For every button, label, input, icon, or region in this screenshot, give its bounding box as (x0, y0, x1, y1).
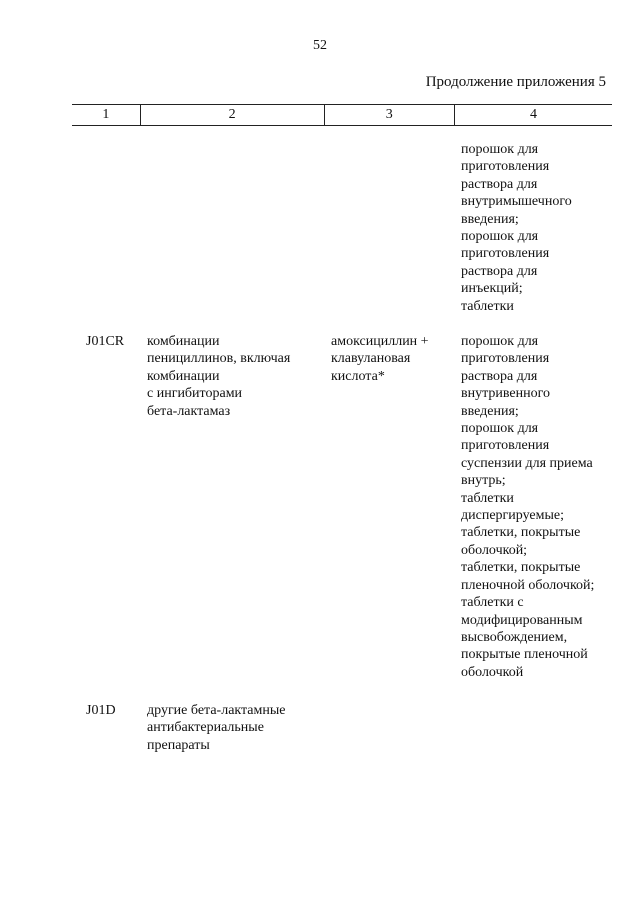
header-col-4: 4 (529, 107, 537, 122)
continuation-title: Продолжение приложения 5 (425, 74, 606, 90)
table-header (72, 104, 612, 126)
row-2-name: другие бета-лактамные антибактериальные препараты (147, 703, 286, 753)
row-1-name: комбинации пенициллинов, включая комбинации с ингибиторами бета-лактамаз (147, 334, 291, 419)
row-1-drug: амоксициллин + клавулановая кислота* (331, 334, 429, 384)
header-col-2: 2 (141, 105, 325, 125)
row-1-forms: порошок для приготовления раствора для внутривенного введения; порошок для приготовления суспензии для приема внутрь; таблетки диспергируемые; таблетки, покрытые оболочкой; таблетки, покрытые пленочной оболочкой; таблетки с модифицированным высвобождением, покрытые пленочной оболочкой (461, 334, 595, 680)
row-1-code: J01CR (86, 334, 125, 349)
header-col-3: 3 (325, 105, 455, 125)
page-number: 52 (313, 38, 327, 53)
header-col-1: 1 (72, 105, 141, 125)
row-0-forms: порошок для приготовления раствора для внутримышечного введения; порошок для приготовления раствора для инъекций; таблетки (461, 142, 572, 314)
row-2-code: J01D (86, 703, 116, 718)
